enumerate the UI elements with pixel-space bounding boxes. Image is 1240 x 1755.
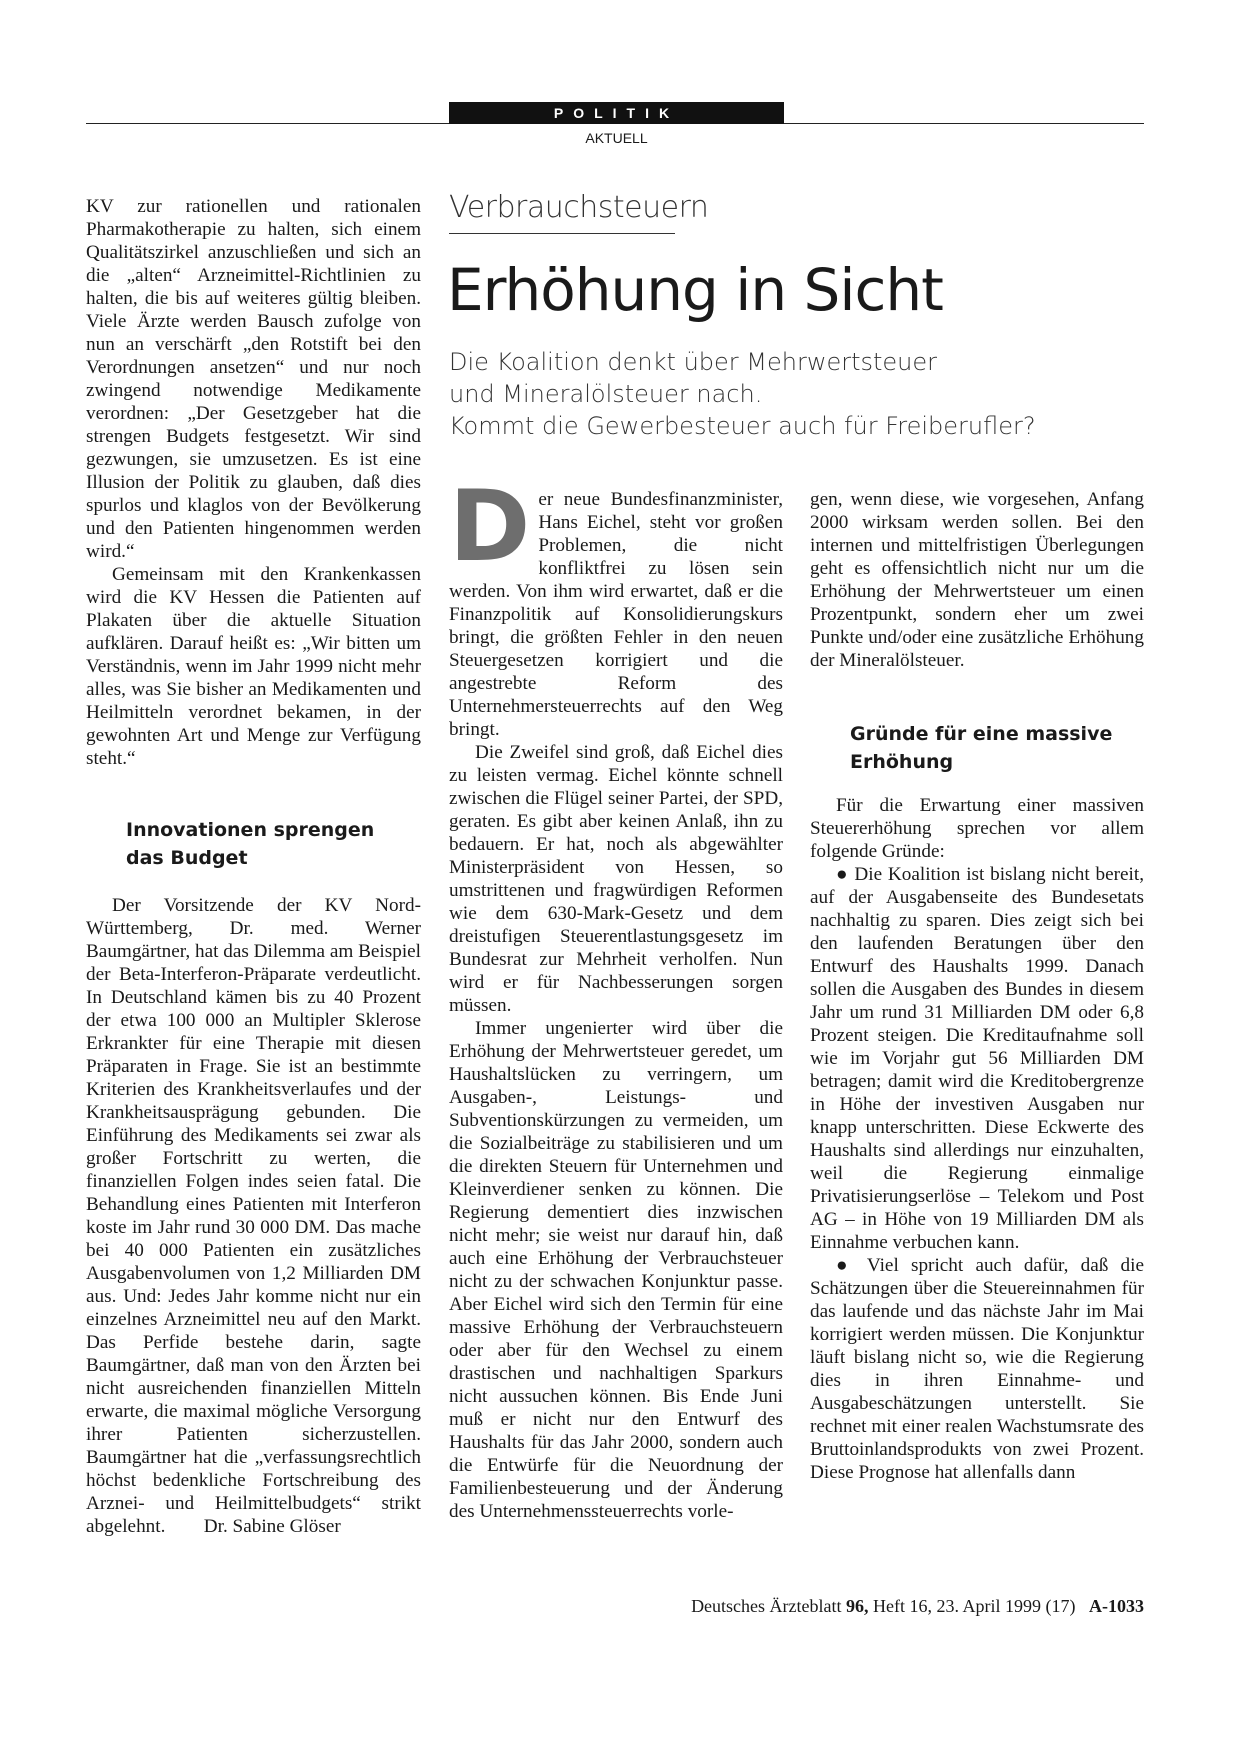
subheading bbox=[850, 720, 1144, 776]
subheading-line: Gründe für eine massive bbox=[850, 723, 1113, 745]
paragraph: Die Zweifel sind groß, daß Eichel dies zu leisten vermag. Eichel könnte schnell zwischen die Flügel seiner Partei, der SPD, geraten. Es gibt aber keinen Anlaß, ihn zu bedauern. Er hat, noch als abgewählter Ministerpräsident von Hessen, so umstrittenen und fragwürdigen Reformen wie dem 630-Mark-Gesetz und dem dreistufigen Steuerentlastungsgesetz im Bundesrat zur Mehrheit verholfen. Nun wird er für Nachbesserungen sorgen müssen. bbox=[449, 742, 783, 1016]
article-deck bbox=[449, 346, 1149, 442]
page-number: A-1033 bbox=[1089, 1596, 1144, 1616]
column-left bbox=[86, 195, 421, 1538]
paragraph: Für die Erwartung einer massiven Steuererhöhung sprechen vor allem folgende Gründe: bbox=[810, 795, 1144, 862]
paragraph bbox=[449, 470, 783, 741]
drop-cap: D bbox=[449, 470, 531, 584]
deck-line: Die Koalition denkt über Mehrwertsteuer bbox=[449, 348, 938, 376]
article-headline: Erhöhung in Sicht bbox=[447, 256, 943, 324]
subheading-line: das Budget bbox=[126, 847, 248, 869]
section-label: POLITIK bbox=[449, 102, 784, 124]
paragraph-text: er neue Bundesfinanzminister, Hans Eichel, steht vor großen Problemen, die nicht konfliktfrei zu lösen sein werden. Von ihm wird erwartet, daß er die Finanzpolitik auf Konsolidierungskurs bringt, die größten Fehler in den neuen Steuergesetzen korrigiert und die angestrebte Reform des Unternehmersteuerrechts auf den Weg bringt. bbox=[449, 489, 783, 740]
paragraph: Immer ungenierter wird über die Erhöhung der Mehrwertsteuer geredet, um Haushaltslücken zu verringern, um Ausgaben-, Leistungs- und Subventionskürzungen zu vermeiden, um die Sozialbeiträge zu stabilisieren und um die direkten Steuern für Unternehmen und Kleinverdiener senken zu können. Die Regierung dementiert dies inzwischen nicht mehr; sie weist nur darauf hin, daß auch eine Erhöhung der Verbrauchsteuer nicht zu der schwachen Konjunktur passe. Aber Eichel wird sich den Termin für eine massive Erhöhung der Verbrauchsteuern oder aber für den Wechsel zu einem drastischen und nachhaltigen Sparkurs nicht aussuchen können. Bis Ende Juni muß er nicht nur den Entwurf des Haushalts für das Jahr 2000, sondern auch die Entwürfe für die Neuordnung der Familienbesteuerung und der Änderung des Unternehmenssteuerrechts vorle- bbox=[449, 1018, 783, 1522]
subsection-label: AKTUELL bbox=[585, 130, 648, 146]
author-byline: Dr. Sabine Glöser bbox=[203, 1516, 341, 1537]
journal-volume: 96, bbox=[846, 1596, 869, 1616]
article-kicker: Verbrauchsteuern bbox=[449, 190, 709, 225]
bullet-paragraph: ● Die Koalition ist bislang nicht bereit, auf der Ausgabenseite des Bundesetats nachhaltig zu sparen. Dies zeigt sich bei den laufenden Beratungen über den Entwurf des Haushalts 1999. Danach sollen die Ausgaben des Bundes in diesem Jahr um rund 31 Milliarden DM oder 6,8 Prozent steigen. Die Kreditaufnahme soll wie im Vorjahr gut 56 Milliarden DM betragen; damit wird die Kreditobergrenze in Höhe der investiven Ausgaben nur knapp unterschritten. Diese Eckwerte des Haushalts sind allerdings nur einzuhalten, weil die Regierung einmalige Privatisierungserlöse – Telekom und Post AG – in Höhe von 19 Milliarden DM als Einnahme verbuchen kann. bbox=[810, 864, 1144, 1253]
page-footer bbox=[691, 1596, 1144, 1617]
paragraph bbox=[86, 894, 421, 1538]
deck-line: und Mineralölsteuer nach. bbox=[449, 380, 763, 408]
paragraph: gen, wenn diese, wie vorgesehen, Anfang 2000 wirksam werden sollen. Bei den internen und mittelfristigen Überlegungen geht es offensichtlich nicht nur um die Erhöhung der Mehrwertsteuer um einen Prozentpunkt, sondern eher um zwei Punkte und/oder eine zusätzliche Erhöhung der Mineralölsteuer. bbox=[810, 489, 1144, 671]
journal-issue: Heft 16, 23. April 1999 (17) bbox=[873, 1596, 1076, 1616]
deck-line: Kommt die Gewerbesteuer auch für Freiberufler? bbox=[449, 412, 1036, 440]
subheading-line: Innovationen sprengen bbox=[126, 819, 375, 841]
subheading bbox=[126, 816, 421, 872]
column-right bbox=[810, 488, 1144, 1484]
paragraph-text: Der Vorsitzende der KV Nord-Württemberg, Dr. med. Werner Baumgärtner, hat das Dilemma am Beispiel der Beta-Interferon-Präparate verdeutlicht. In Deutschland kämen bis zu 40 Prozent der etwa 100 000 an Multipler Sklerose Erkrankter für eine Therapie mit diesen Präparaten in Frage. Sie ist an bestimmte Kriterien des Krankheitsverlaufes und der Krankheitsausprägung gebunden. Die Einführung des Medikaments sei zwar als großer Fortschritt zu werten, die finanziellen Folgen indes seien fatal. Die Behandlung eines Patienten mit Interferon koste im Jahr rund 30 000 DM. Das mache bei 40 000 Patienten ein zusätzliches Ausgabenvolumen von 1,2 Milliarden DM aus. Und: Jedes Jahr komme nicht nur ein einzelnes Arzneimittel neu auf den Markt. Das Perfide bestehe darin, sagte Baumgärtner, daß man von den Ärzten bei nicht ausreichenden finanziellen Mitteln erwarte, die maximal mögliche Versorgung ihrer Patienten sicherzustellen. Baumgärtner hat die „verfassungsrechtlich höchst bedenkliche Fortschreibung des Arznei- und Heilmittelbudgets“ strikt abgelehnt. bbox=[86, 895, 421, 1537]
paragraph: KV zur rationellen und rationalen Pharmakotherapie zu halten, sich einem Qualitätszirkel anzuschließen und sich an die „alten“ Arzneimittel-Richtlinien zu halten, die bis auf weiteres gültig bleiben. Viele Ärzte werden Bausch zufolge von nun an verschärft „den Rotstift bei den Verordnungen ansetzen“ und nur noch zwingend notwendige Medikamente verordnen: „Der Gesetzgeber hat die strengen Budgets festgesetzt. Wir sind gezwungen, sie umzusetzen. Es ist eine Illusion der Politik zu glauben, daß dies spurlos und klaglos von der Bevölkerung und den Patienten hingenommen werden wird.“ bbox=[86, 196, 421, 562]
bullet-paragraph: ● Viel spricht auch dafür, daß die Schätzungen über die Steuereinnahmen für das laufende und das nächste Jahr im Mai korrigiert werden müssen. Die Konjunktur läuft bislang nicht so, wie die Regierung dies in ihren Einnahme- und Ausgabeschätzungen unterstellt. Sie rechnet mit einer realen Wachstumsrate des Bruttoinlandsprodukts von zwei Prozent. Diese Prognose hat allenfalls dann bbox=[810, 1255, 1144, 1483]
journal-name: Deutsches Ärzteblatt bbox=[691, 1596, 842, 1616]
subheading-line: Erhöhung bbox=[850, 751, 954, 773]
paragraph: Gemeinsam mit den Krankenkassen wird die KV Hessen die Patienten auf Plakaten über die aktuelle Situation aufklären. Darauf heißt es: „Wir bitten um Verständnis, wenn im Jahr 1999 nicht mehr alles, was Sie bisher an Medikamenten und Heilmitteln verordnet bekamen, in der gewohnten Art und Menge zur Verfügung steht.“ bbox=[86, 564, 421, 769]
kicker-rule bbox=[449, 233, 675, 234]
column-middle bbox=[449, 470, 783, 1523]
